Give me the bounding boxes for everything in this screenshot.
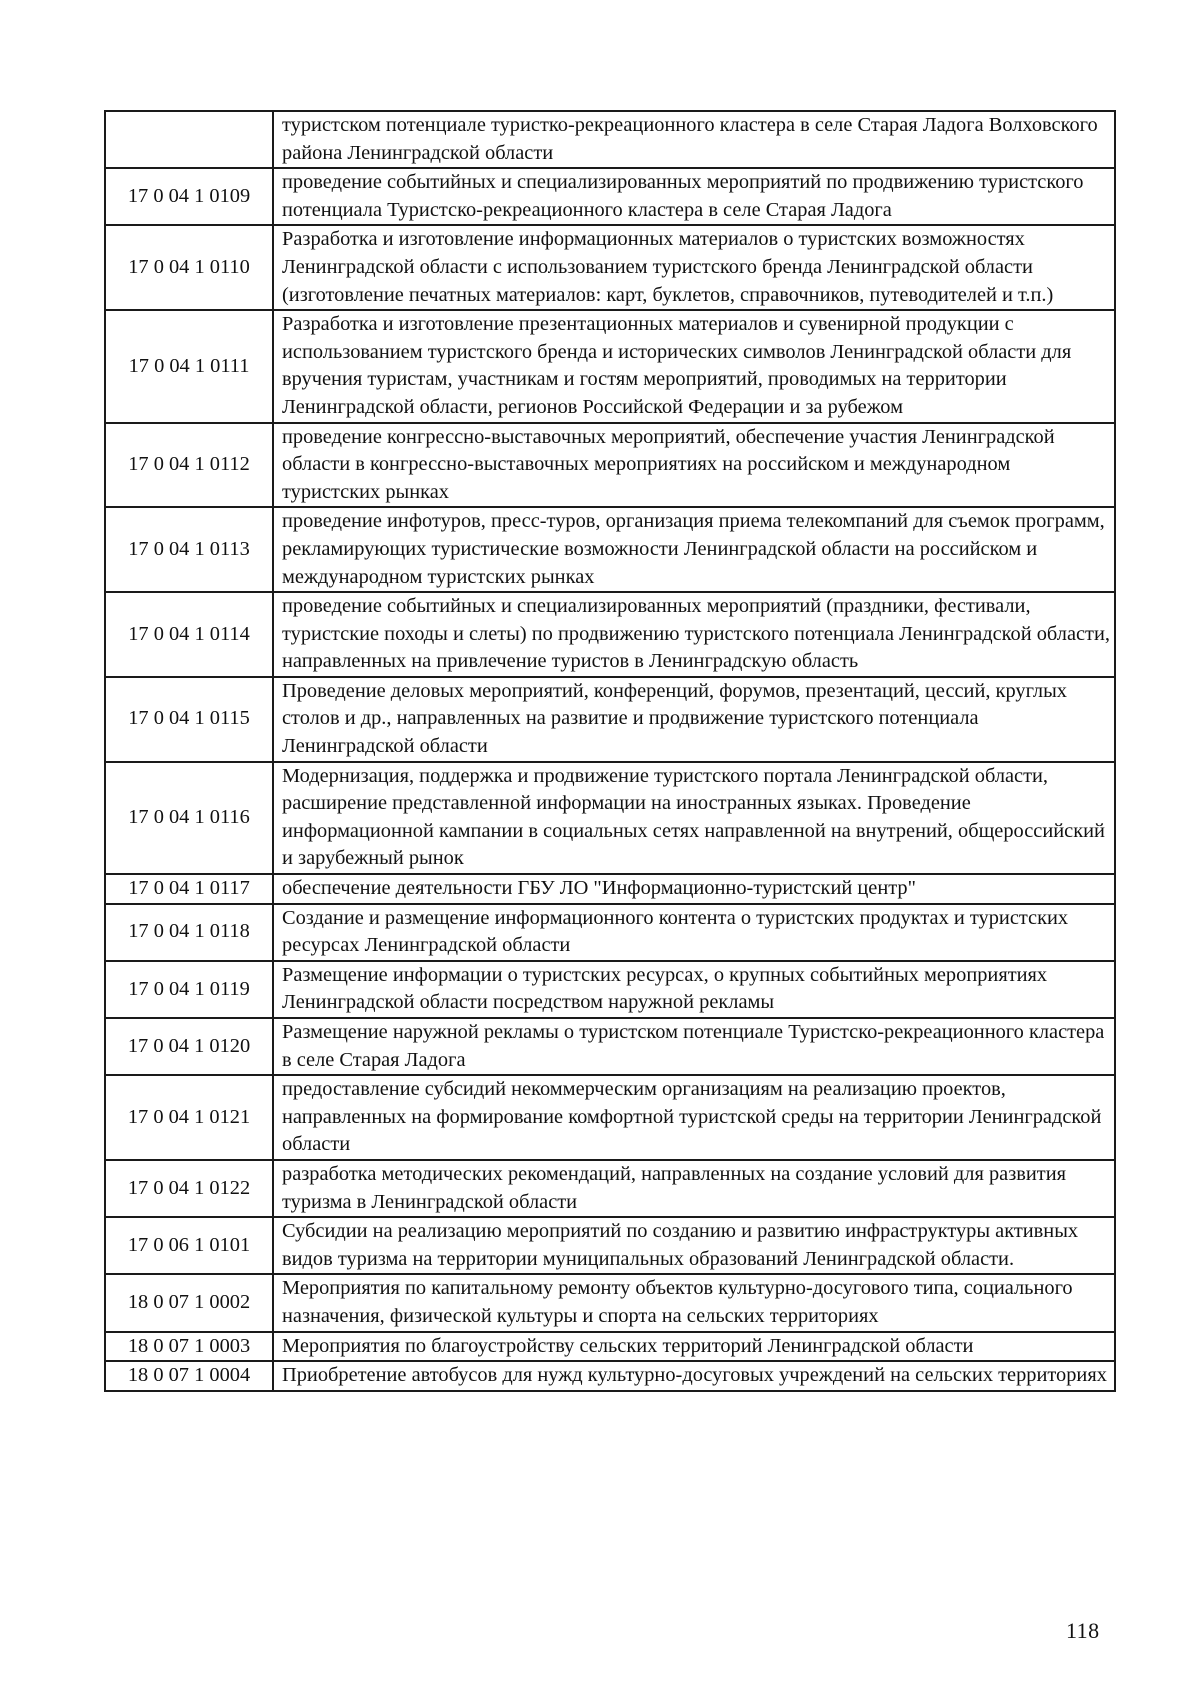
table-row — [105, 111, 1115, 168]
description-cell: Создание и размещение информационного контента о туристских продуктах и туристских ресурсах Ленинградской области — [273, 904, 1115, 961]
code-cell: 17 0 04 1 0109 — [105, 168, 273, 225]
table-row — [105, 310, 1115, 422]
description-cell: проведение событийных и специализированных мероприятий по продвижению туристского потенциала Туристско-рекреационного кластера в селе Старая Ладога — [273, 168, 1115, 225]
description-cell: Мероприятия по капитальному ремонту объектов культурно-досугового типа, социального назначения, физической культуры и спорта на сельских территориях — [273, 1274, 1115, 1331]
code-cell: 17 0 04 1 0116 — [105, 762, 273, 874]
table-row — [105, 592, 1115, 677]
code-cell — [105, 111, 273, 168]
code-cell: 17 0 04 1 0115 — [105, 677, 273, 762]
description-cell: Размещение информации о туристских ресурсах, о крупных событийных мероприятиях Ленинградской области посредством наружной рекламы — [273, 961, 1115, 1018]
code-cell: 17 0 04 1 0120 — [105, 1018, 273, 1075]
description-cell: обеспечение деятельности ГБУ ЛО "Информационно-туристский центр" — [273, 874, 1115, 904]
code-cell: 17 0 04 1 0111 — [105, 310, 273, 422]
table-row — [105, 1160, 1115, 1217]
description-cell: туристском потенциале туристко-рекреационного кластера в селе Старая Ладога Волховского района Ленинградской области — [273, 111, 1115, 168]
description-cell: Приобретение автобусов для нужд культурно-досуговых учреждений на сельских территориях — [273, 1361, 1115, 1391]
code-cell: 17 0 04 1 0118 — [105, 904, 273, 961]
table-row — [105, 225, 1115, 310]
code-cell: 18 0 07 1 0003 — [105, 1332, 273, 1362]
description-cell: разработка методических рекомендаций, направленных на создание условий для развития туризма в Ленинградской области — [273, 1160, 1115, 1217]
code-cell: 18 0 07 1 0004 — [105, 1361, 273, 1391]
page-number: 118 — [1066, 1618, 1100, 1643]
table-row — [105, 168, 1115, 225]
description-cell: Субсидии на реализацию мероприятий по созданию и развитию инфраструктуры активных видов туризма на территории муниципальных образований Ленинградской области. — [273, 1217, 1115, 1274]
table-row — [105, 762, 1115, 874]
code-cell: 17 0 06 1 0101 — [105, 1217, 273, 1274]
description-cell: Проведение деловых мероприятий, конференций, форумов, презентаций, цессий, круглых столов и др., направленных на развитие и продвижение туристского потенциала Ленинградской области — [273, 677, 1115, 762]
table-row — [105, 423, 1115, 508]
table-row — [105, 904, 1115, 961]
table-row — [105, 1018, 1115, 1075]
description-cell: Мероприятия по благоустройству сельских территорий Ленинградской области — [273, 1332, 1115, 1362]
code-cell: 17 0 04 1 0110 — [105, 225, 273, 310]
budget-code-table — [104, 110, 1116, 1392]
table-row — [105, 1332, 1115, 1362]
description-cell: проведение событийных и специализированных мероприятий (праздники, фестивали, туристские походы и слеты) по продвижению туристского потенциала Ленинградской области, направленных на привлечение туристов в Ленинградскую область — [273, 592, 1115, 677]
table-row — [105, 1274, 1115, 1331]
table-row — [105, 874, 1115, 904]
code-cell: 17 0 04 1 0113 — [105, 507, 273, 592]
table-row — [105, 677, 1115, 762]
code-cell: 17 0 04 1 0112 — [105, 423, 273, 508]
description-cell: Модернизация, поддержка и продвижение туристского портала Ленинградской области, расширение представленной информации на иностранных языках. Проведение информационной кампании в социальных сетях направленной на внутрений, общероссийский и зарубежный рынок — [273, 762, 1115, 874]
code-cell: 17 0 04 1 0114 — [105, 592, 273, 677]
table-row — [105, 1361, 1115, 1391]
description-cell: Размещение наружной рекламы о туристском потенциале Туристско-рекреационного кластера в селе Старая Ладога — [273, 1018, 1115, 1075]
code-cell: 17 0 04 1 0117 — [105, 874, 273, 904]
code-cell: 17 0 04 1 0121 — [105, 1075, 273, 1160]
code-cell: 17 0 04 1 0119 — [105, 961, 273, 1018]
description-cell: проведение инфотуров, пресс-туров, организация приема телекомпаний для съемок программ, рекламирующих туристические возможности Ленинградской области на российском и международном туристских рынках — [273, 507, 1115, 592]
description-cell: проведение конгрессно-выставочных мероприятий, обеспечение участия Ленинградской области в конгрессно-выставочных мероприятиях на российском и международном туристских рынках — [273, 423, 1115, 508]
description-cell: Разработка и изготовление презентационных материалов и сувенирной продукции с использованием туристского бренда и исторических символов Ленинградской области для вручения туристам, участникам и гостям мероприятий, проводимых на территории Ленинградской области, регионов Российской Федерации и за рубежом — [273, 310, 1115, 422]
description-cell: Разработка и изготовление информационных материалов о туристских возможностях Ленинградской области с использованием туристского бренда Ленинградской области (изготовление печатных материалов: карт, буклетов, справочников, путеводителей и т.п.) — [273, 225, 1115, 310]
description-cell: предоставление субсидий некоммерческим организациям на реализацию проектов, направленных на формирование комфортной туристской среды на территории Ленинградской области — [273, 1075, 1115, 1160]
table-row — [105, 1075, 1115, 1160]
code-cell: 18 0 07 1 0002 — [105, 1274, 273, 1331]
code-cell: 17 0 04 1 0122 — [105, 1160, 273, 1217]
table-row — [105, 961, 1115, 1018]
table-row — [105, 507, 1115, 592]
table-row — [105, 1217, 1115, 1274]
